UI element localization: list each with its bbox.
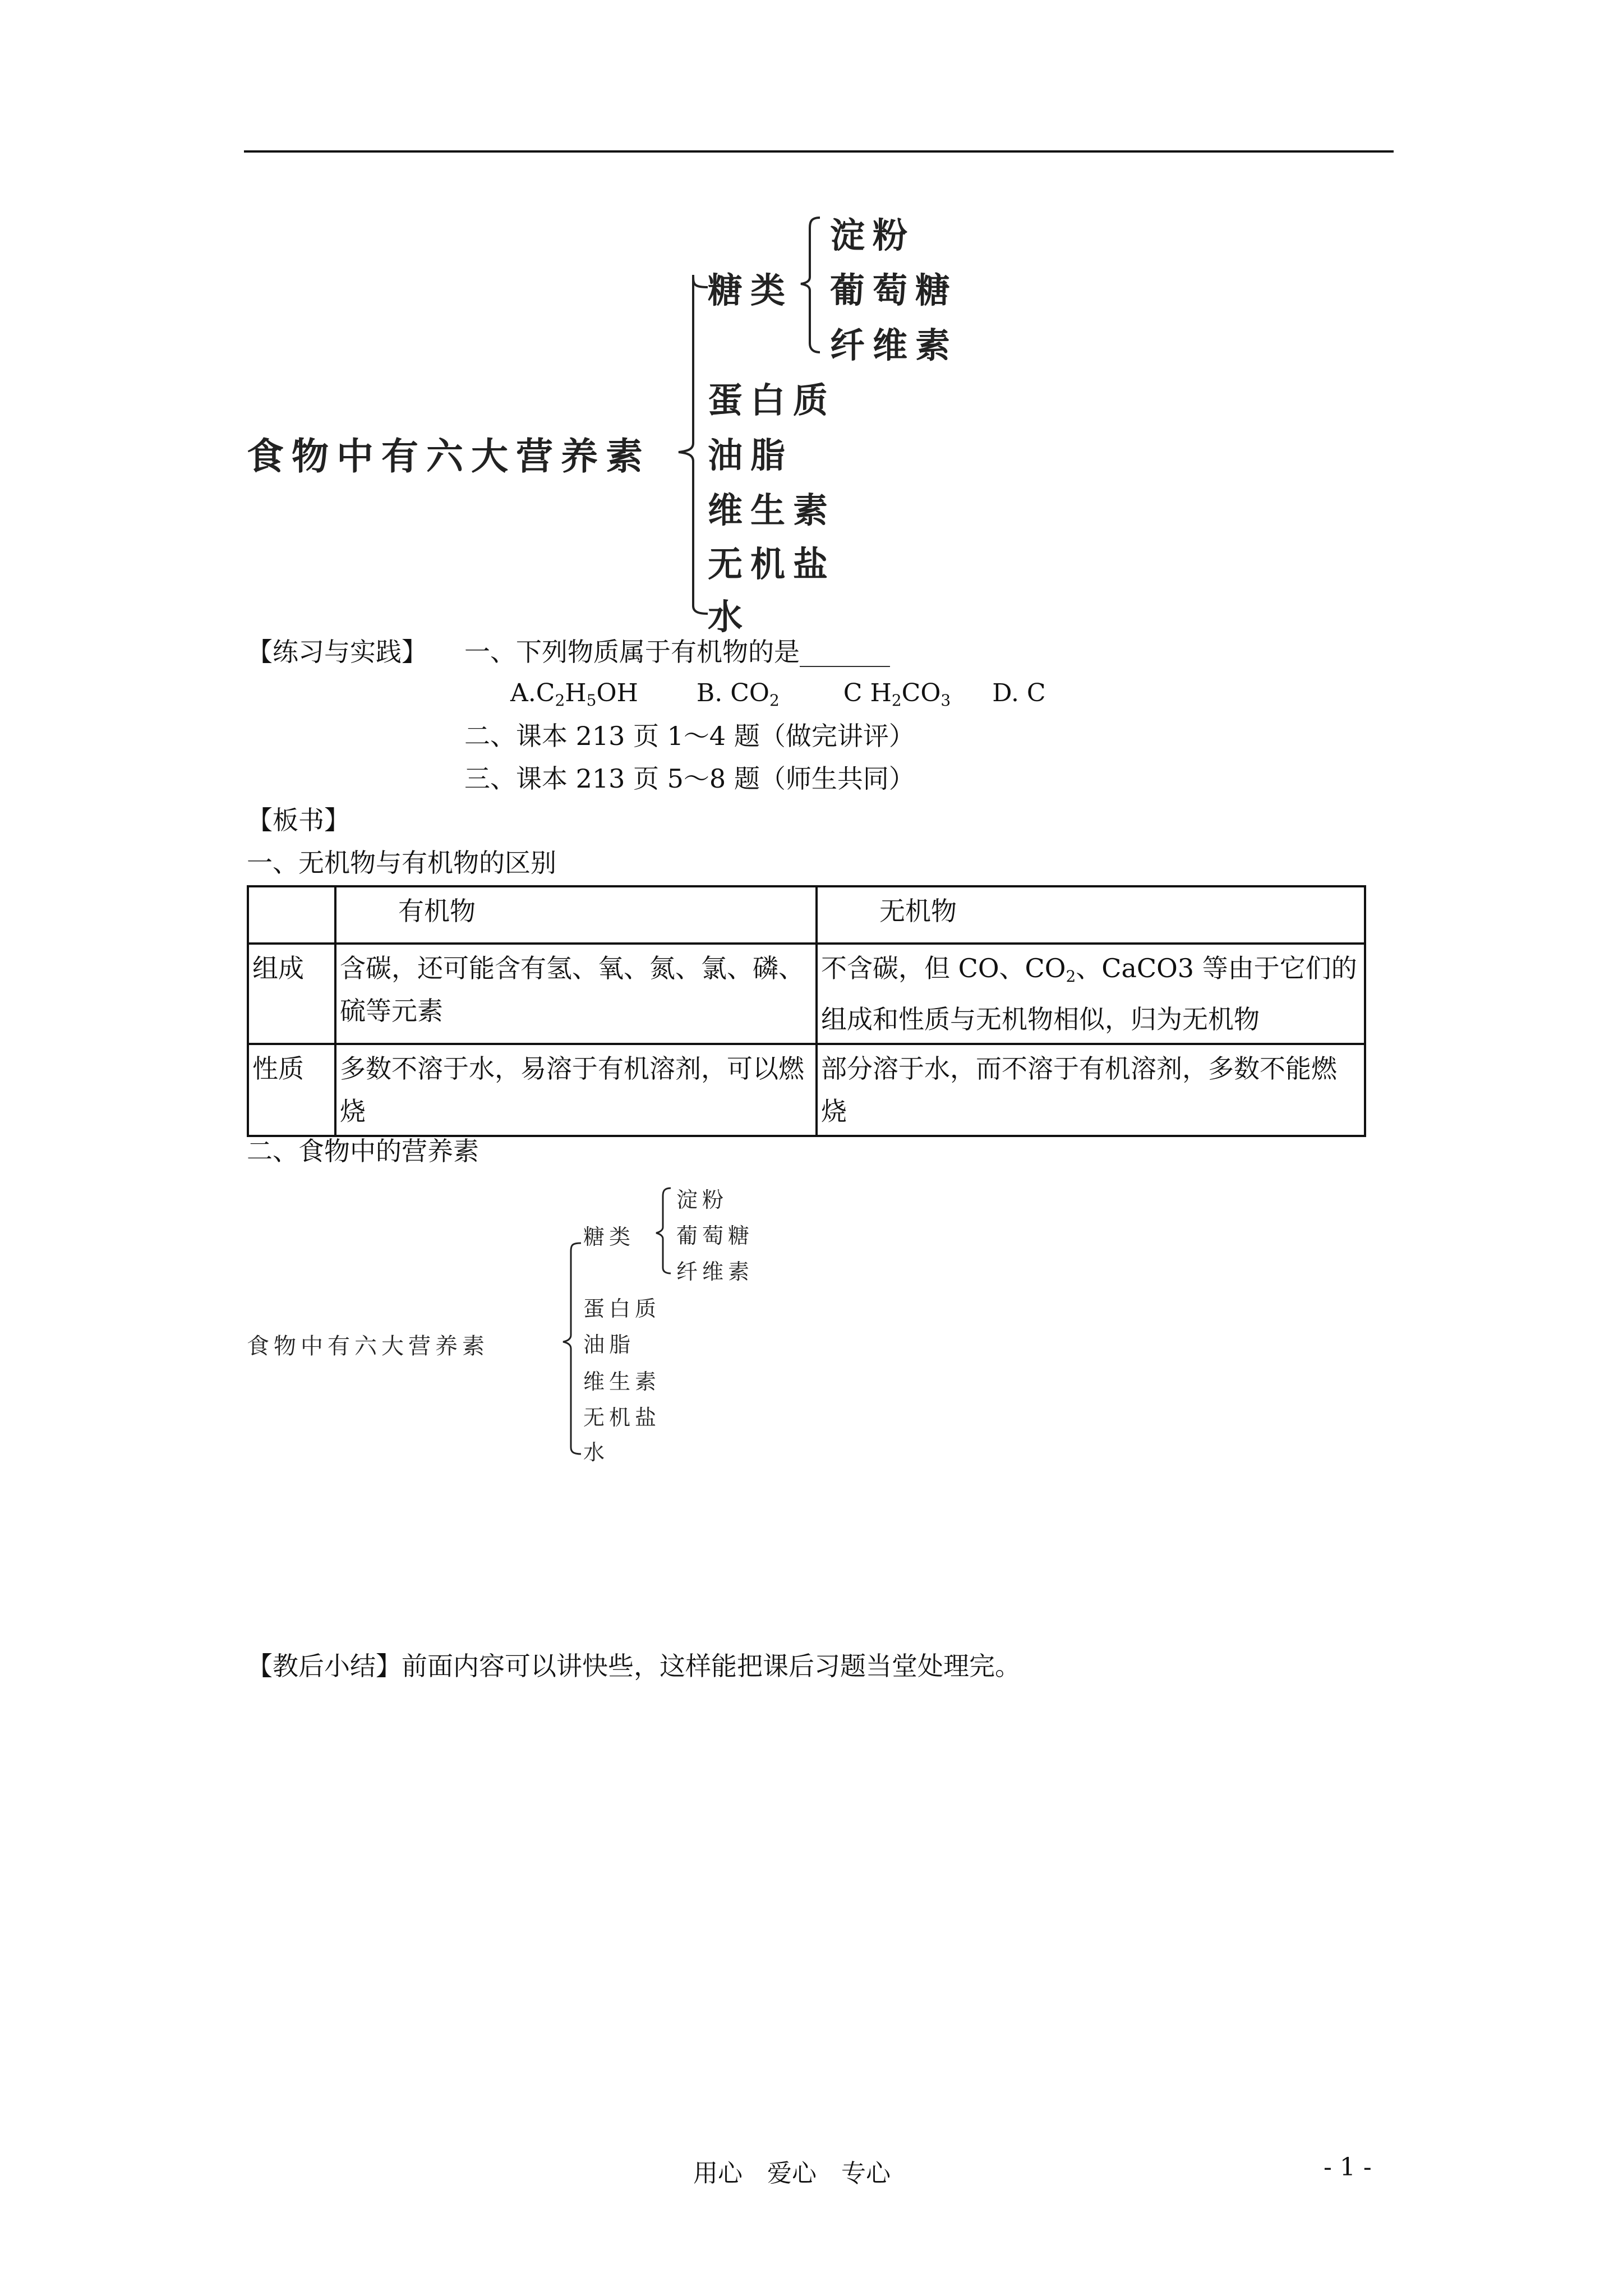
diagram-item: 维生素 (708, 490, 836, 531)
diagram-item: 油脂 (708, 435, 794, 476)
table-row (248, 886, 1365, 944)
diagram-sugar-item: 淀粉 (830, 215, 916, 256)
diagram-sugar-item: 纤维素 (676, 1259, 754, 1284)
brace-lines (0, 0, 1623, 628)
board-section-1: 一、无机物与有机物的区别 (247, 848, 556, 878)
brace-lines (0, 1167, 1623, 1481)
diagram-item: 蛋白质 (708, 380, 836, 421)
footer-motto: 用心 爱心 专心 (693, 2159, 891, 2188)
comparison-table (247, 885, 1366, 1137)
board-section-2: 二、食物中的营养素 (247, 1136, 479, 1166)
table-row-label: 组成 (248, 944, 335, 1044)
option-d: D. C (992, 679, 1046, 707)
diagram-sugar-item: 纤维素 (830, 325, 958, 366)
board-label: 【板书】 (247, 805, 350, 835)
diagram-root-label: 食物中有六大营养素 (247, 1333, 489, 1359)
nutrient-diagram-small (0, 1167, 1623, 1481)
practice-question-1: 一、下列物质属于有机物的是_______ (464, 637, 890, 667)
option-c: C $H_2CO_3$ (843, 679, 951, 710)
option-b: B. $CO_2$ (696, 679, 780, 710)
diagram-item: 水 (708, 596, 751, 637)
page-number: - 1 - (1324, 2153, 1372, 2182)
option-a: $A.C_2H_5OH$ (510, 679, 638, 710)
table-row-label: 性质 (248, 1044, 335, 1136)
summary (247, 1649, 1021, 1683)
diagram-item: 油脂 (583, 1332, 635, 1357)
table-cell: 多数不溶于水，易溶于有机溶剂，可以燃烧 (335, 1044, 817, 1136)
diagram-sugar-item: 葡萄糖 (676, 1223, 754, 1248)
diagram-item: 维生素 (583, 1369, 661, 1394)
table-header-organic: 有机物 (335, 886, 817, 944)
diagram-item: 水 (583, 1440, 610, 1465)
table-row (248, 1044, 1365, 1136)
diagram-sugar-item: 葡萄糖 (830, 270, 958, 311)
table-cell: 不含碳，但 CO、$CO_2$、CaCO3 等由于它们的组成和性质与无机物相似，归为无机物 (817, 944, 1365, 1044)
diagram-item: 蛋白质 (583, 1296, 661, 1321)
practice-options (510, 677, 1046, 717)
table-cell: 含碳，还可能含有氢、氧、氮、氯、磷、硫等元素 (335, 944, 817, 1044)
practice-question-2: 二、课本 213 页 1～4 题（做完讲评） (464, 721, 915, 751)
nutrient-diagram-large (0, 0, 1623, 637)
diagram-sugar-group: 糖类 (583, 1225, 635, 1249)
table-row (248, 944, 1365, 1044)
table-header-inorganic: 无机物 (817, 886, 1365, 944)
practice-question-3: 三、课本 213 页 5～8 题（师生共同） (464, 763, 915, 794)
diagram-item: 无机盐 (583, 1405, 661, 1430)
practice-label: 【练习与实践】 (247, 637, 427, 667)
diagram-sugar-item: 淀粉 (676, 1188, 728, 1212)
diagram-root-label: 食物中有六大营养素 (247, 434, 651, 478)
table-cell: 部分溶于水，而不溶于有机溶剂，多数不能燃烧 (817, 1044, 1365, 1136)
table-corner-cell (248, 886, 335, 944)
summary-label: 【教后小结】 (247, 1651, 402, 1681)
diagram-sugar-group: 糖类 (708, 270, 794, 311)
diagram-item: 无机盐 (708, 544, 836, 585)
summary-text: 前面内容可以讲快些，这样能把课后习题当堂处理完。 (402, 1651, 1021, 1681)
